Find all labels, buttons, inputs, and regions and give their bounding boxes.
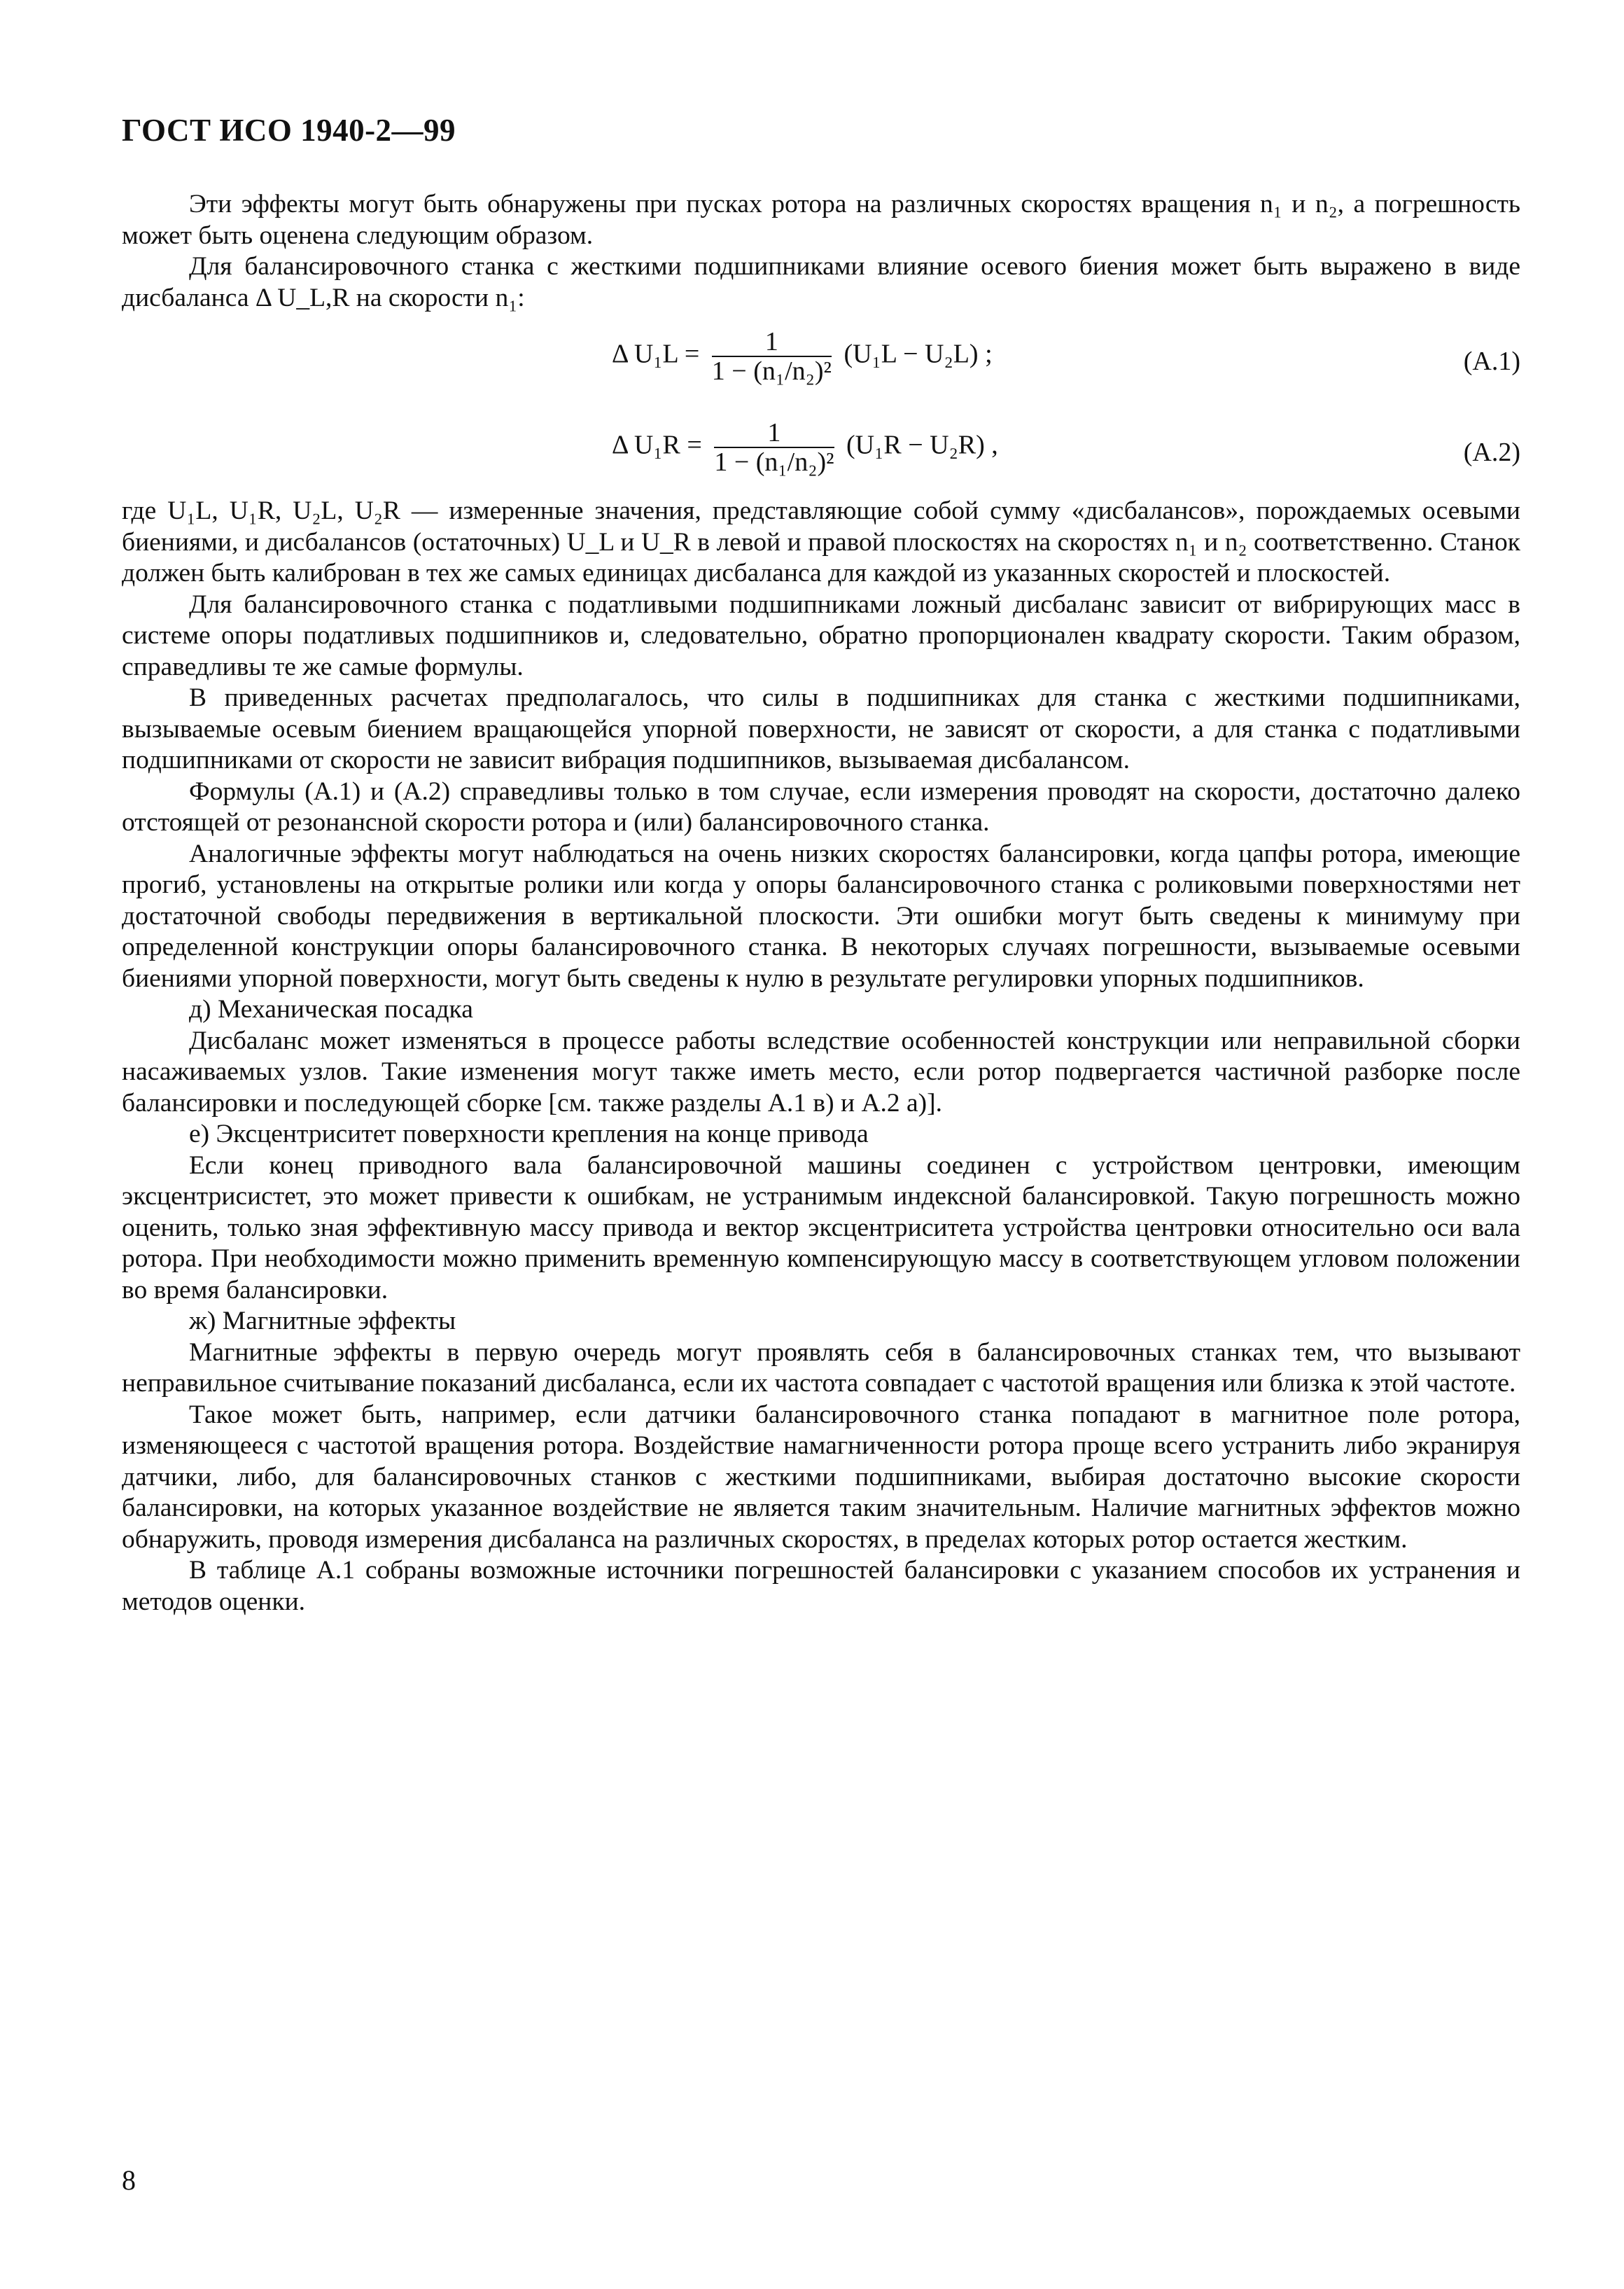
paragraph-11: Такое может быть, например, если датчики балансировочного станка попадают в магнитное поле ротора, изменяющееся с частотой вращения ротора. Воздействие намагниченности ротора проще всего устранить либо экранируя датчики, либо, для балансировочных станков с жесткими подшипниками, выбирая достаточно высокие скорости балансировки, на которых указанное воздействие не является таким значительным. Наличие магнитных эффектов можно обнаружить, проводя измерения дисбаланса на различных скоростях, в пределах которых ротор остается жестким. <box>122 1400 1520 1554</box>
subheading-d: д) Механическая посадка <box>189 995 473 1024</box>
formula-a2-numerator: 1 <box>714 419 834 448</box>
page-number: 8 <box>122 2164 136 2196</box>
paragraph-5: В приведенных расчетах предполагалось, что силы в подшипниках для станка с жесткими подшипниками, вызываемые осевым биением вращающейся упорной поверхности, не зависят от скорости, а для станка с податливыми подшипниками от скорости не зависит вибрация подшипников, вызываемая дисбалансом. <box>122 683 1520 774</box>
formula-a2-lhs: Δ U₁R = <box>612 430 702 460</box>
formula-a2-denominator: 1 − (n₁/n₂)² <box>714 447 834 477</box>
formula-a2 <box>122 405 1520 496</box>
formula-a1-lhs: Δ U₁L = <box>612 339 700 369</box>
paragraph-1: Эти эффекты могут быть обнаружены при пусках ротора на различных скоростях вращения n₁ и n₂, а погрешность может быть оценена следующим образом. <box>122 190 1520 250</box>
formula-a2-number: (A.2) <box>1463 438 1520 467</box>
formula-a1-denominator: 1 − (n₁/n₂)² <box>711 356 832 386</box>
document-header: ГОСТ ИСО 1940-2—99 <box>122 113 456 148</box>
subheading-zh: ж) Магнитные эффекты <box>189 1307 456 1335</box>
formula-a2-rhs: (U₁R − U₂R) , <box>846 430 998 460</box>
paragraph-3: где U₁L, U₁R, U₂L, U₂R — измеренные значения, представляющие собой сумму «дисбалансов», порождаемых осевыми биениями, и дисбалансов (остаточных) U_L и U_R в левой и правой плоскостях на скоростях n₁ и n₂ соответственно. Станок должен быть калиброван в тех же самых единицах дисбаланса для каждой из указанных скоростей и плоскостей. <box>122 496 1520 587</box>
formula-a2-fraction <box>714 419 834 476</box>
paragraph-4: Для балансировочного станка с податливыми подшипниками ложный дисбаланс зависит от вибрирующих масс в системе опоры податливых подшипников и, следовательно, обратно пропорционален квадрату скорости. Таким образом, справедливы те же самые формулы. <box>122 590 1520 681</box>
paragraph-9: Если конец приводного вала балансировочной машины соединен с устройством центровки, имеющим эксцентрисистет, это может привести к ошибкам, не устранимым индексной балансировкой. Такую погрешность можно оценить, только зная эффективную массу привода и вектор эксцентриситета устройства центровки относительно оси вала ротора. При необходимости можно применить временную компенсирующую массу в соответствующем угловом положении во время балансировки. <box>122 1150 1520 1304</box>
formula-a2-expression <box>612 419 998 476</box>
paragraph-7: Аналогичные эффекты могут наблюдаться на очень низких скоростях балансировки, когда цапфы ротора, имеющие прогиб, установлены на открытые ролики или когда у опоры балансировочного станка с роликовыми поверхностями нет достаточной свободы передвижения в вертикальной плоскости. Эти ошибки могут быть сведены к минимуму при определенной конструкции опоры балансировочного станка. В некоторых случаях погрешности, вызываемые осевыми биениями упорной поверхности, могут быть сведены к нулю в результате регулировки упорных подшипников. <box>122 839 1520 993</box>
formula-a1-rhs: (U₁L − U₂L) ; <box>844 339 993 369</box>
paragraph-12: В таблице А.1 собраны возможные источники погрешностей балансировки с указанием способов их устранения и методов оценки. <box>122 1556 1520 1616</box>
formula-a1-fraction <box>712 328 832 385</box>
paragraph-6: Формулы (А.1) и (А.2) справедливы только в том случае, если измерения проводят на скорости, достаточно далеко отстоящей от резонансной скорости ротора и (или) балансировочного станка. <box>122 777 1520 837</box>
paragraph-8: Дисбаланс может изменяться в процессе работы вследствие особенностей конструкции или неправильной сборки насаживаемых узлов. Такие изменения могут также иметь место, если ротор подвергается частичной разборке после балансировки и последующей сборке [см. также разделы А.1 в) и А.2 а)]. <box>122 1026 1520 1118</box>
paragraph-10: Магнитные эффекты в первую очередь могут проявлять себя в балансировочных станках тем, что вызывают неправильное считывание показаний дисбаланса, если их частота совпадает с частотой вращения или близка к этой частоте. <box>122 1337 1520 1398</box>
formula-a1 <box>122 314 1520 405</box>
paragraph-2: Для балансировочного станка с жесткими подшипниками влияние осевого биения может быть выражено в виде дисбаланса Δ U_L,R на скорости n₁: <box>122 252 1520 312</box>
formula-a1-expression <box>612 328 993 385</box>
document-body <box>122 189 1520 1617</box>
subheading-e: е) Эксцентриситет поверхности крепления на конце привода <box>189 1120 869 1148</box>
formula-a1-number: (A.1) <box>1463 347 1520 376</box>
formula-a1-numerator: 1 <box>712 328 832 357</box>
